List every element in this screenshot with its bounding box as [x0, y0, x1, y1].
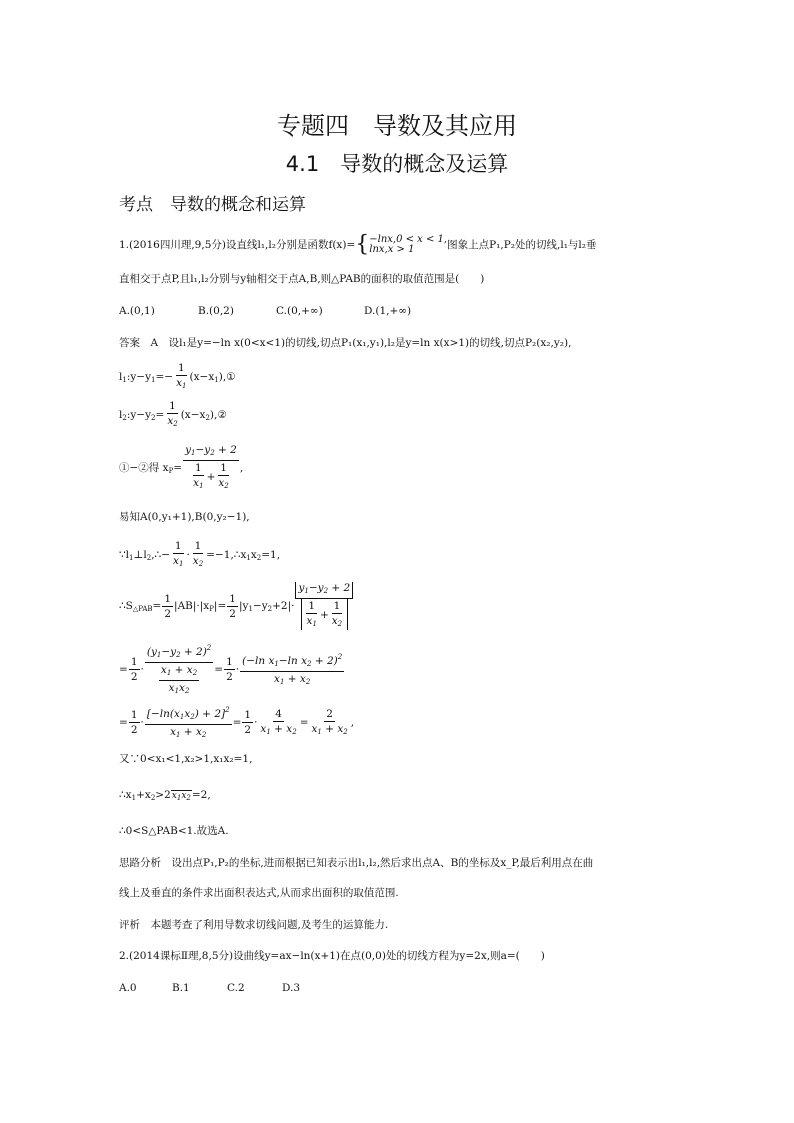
l2-equation: $l_2:y-y_2=$ $\frac{1}{x_2}$ $(x-x_2),②$ — [119, 400, 227, 428]
piecewise-brace: { — [355, 232, 370, 257]
xp-derivation: ①−②得 $x_P=$ $y_1-y_2 + 2$ $\frac{1}{x_1}$ + $\frac{1}{x_2}$ , — [119, 444, 244, 490]
area-step-2: = $\frac{1}{2}$ · $\frac{(y_1-y_2 + 2)^2}{\frac{x_1 + x_2}{x_1x_2}}$ = $\frac{1}{2}$ · $\frac{(-\ln x_1-\ln x_2 + 2)^2}{x_1 + x_2}$ — [119, 644, 343, 695]
area-step-3: = $\frac{1}{2}$ · $\frac{[-\ln(x_1x_2) + 2]^2}{x_1 + x_2}$ = $\frac{1}{2}$ · $\frac{4}{x_1 + x_2}$ = $\frac{2}{x_1 + x_2}$ , — [119, 706, 355, 739]
area-expression: $\therefore S_{\triangle PAB}=$ $\frac{1}{2}$ $|AB|\cdot|x_P|=$ $\frac{1}{2}$ $|y_1-y_2+2|\cdot$ $y_1-y_2 + 2$ $\frac{1}{x_1}$ + $\frac{1}{x_2}$ — [119, 582, 354, 630]
page-title: 专题四 导数及其应用 — [277, 112, 517, 140]
q1-option-c: C.(0,+∞) — [276, 305, 323, 317]
perpendicular-derivation: $\because l_1\perp l_2,\therefore-$ $\frac{1}{x_1}$ · $\frac{1}{x_2}$ $=-1,\therefore x_1x_2=1$, — [119, 540, 281, 568]
q2-option-b: B.1 — [172, 982, 190, 994]
conclusion-line: ∴0<S△PAB<1.故选A. — [119, 825, 229, 837]
q2-option-d: D.3 — [282, 982, 301, 994]
comment-line: 评析 本题考查了利用导数求切线问题,及考生的运算能力. — [119, 919, 389, 931]
question-1-stem — [119, 232, 597, 257]
question-1-tail: 图象上点P₁,P₂处的切线,l₁与l₂垂 — [447, 239, 597, 251]
answer-line: 答案 A 设l₁是y=−ln x(0<x<1)的切线,切点P₁(x₁,y₁),l₂是y=ln x(x>1)的切线,切点P₂(x₂,y₂), — [119, 337, 572, 349]
q2-option-a: A.0 — [119, 982, 137, 994]
q1-option-d: D.(1,+∞) — [364, 305, 412, 317]
analysis-line-2: 线上及垂直的条件求出面积表达式,从而求出面积的取值范围. — [119, 887, 399, 899]
piecewise-function — [369, 235, 447, 255]
question-1-line2: 直相交于点P,且l₁,l₂分别与y轴相交于点A,B,则△PAB的面积的取值范围是( ) — [119, 273, 485, 285]
condition-line: 又∵0<x₁<1,x₂>1,x₁x₂=1, — [119, 753, 253, 765]
piece-top: −lnx,0 < x < 1, — [369, 234, 448, 245]
l1-equation: $l_1:y-y_1=-$ $\frac{1}{x_1}$ $(x-x_1),①$ — [119, 362, 236, 390]
section-heading: 考点 导数的概念和运算 — [119, 195, 306, 215]
points-ab: 易知A(0,y₁+1),B(0,y₂−1), — [119, 511, 250, 523]
analysis-line-1: 思路分析 设出点P₁,P₂的坐标,进而根据已知表示出l₁,l₂,然后求出点A、B的坐标及x_P,最后利用点在曲 — [119, 857, 594, 869]
piece-bottom: lnx,x > 1 — [369, 244, 415, 255]
question-1-head: 1.(2016四川理,9,5分)设直线l₁,l₂分别是函数f(x)= — [119, 239, 356, 251]
q2-option-c: C.2 — [227, 982, 245, 994]
inequality-line: $\therefore x_1+x_2>2x_1x_2=2$, — [119, 789, 211, 802]
q1-option-a: A.(0,1) — [119, 305, 155, 317]
q1-option-b: B.(0,2) — [198, 305, 234, 317]
question-2-stem: 2.(2014课标Ⅱ理,8,5分)设曲线y=ax−ln(x+1)在点(0,0)处的切线方程为y=2x,则a=( ) — [119, 950, 545, 962]
page-subtitle: 4.1 导数的概念及运算 — [285, 152, 509, 176]
